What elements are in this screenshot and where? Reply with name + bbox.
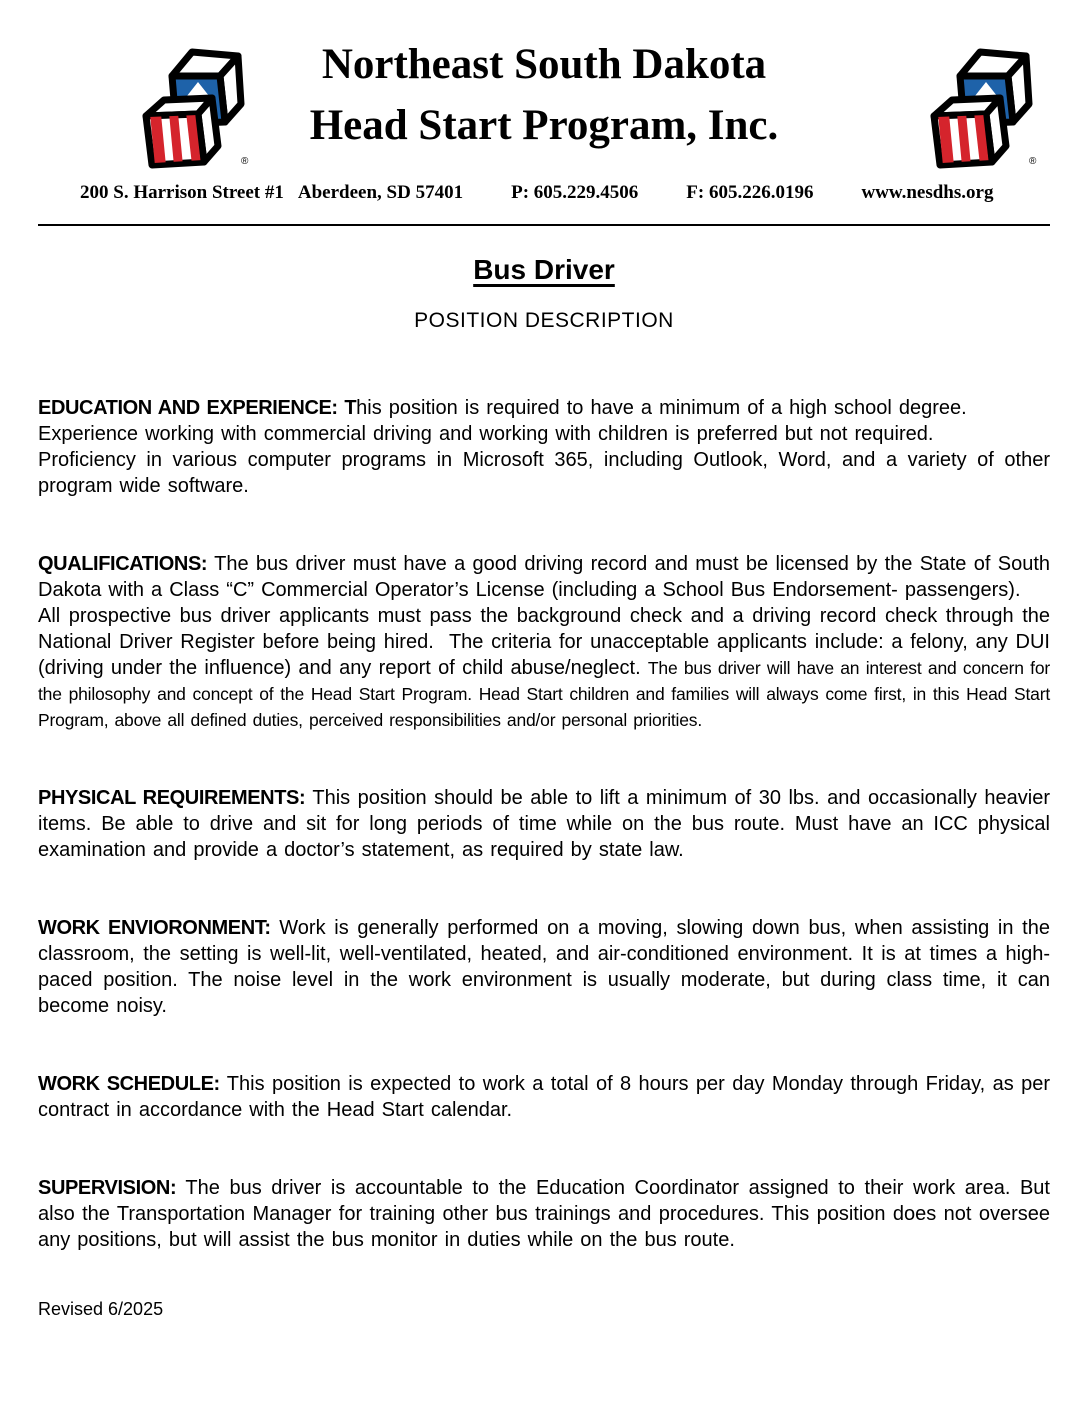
- section-heading: SUPERVISION:: [38, 1177, 177, 1199]
- phone-number: P: 605.229.4506: [511, 182, 639, 203]
- website-url: www.nesdhs.org: [861, 182, 994, 203]
- letterhead: [38, 0, 1050, 226]
- section-heading: EDUCATION AND EXPERIENCE: T: [38, 397, 357, 419]
- page-title: Bus Driver: [473, 254, 615, 285]
- section-heading: QUALIFICATIONS:: [38, 553, 208, 575]
- section-work-schedule: [38, 1071, 1050, 1123]
- head-start-blocks-icon: [138, 44, 250, 176]
- section-qualifications: [38, 551, 1050, 733]
- organization-name-line2: Head Start Program, Inc.: [309, 102, 779, 149]
- street-address: 200 S. Harrison Street #1: [80, 182, 284, 203]
- organization-name-line1: Northeast South Dakota: [321, 41, 767, 88]
- document-body: [38, 395, 1050, 1253]
- page-subtitle: POSITION DESCRIPTION: [414, 309, 674, 332]
- revised-date: Revised 6/2025: [38, 1299, 164, 1319]
- registered-trademark-symbol: ®: [241, 156, 249, 167]
- section-text-run: The bus driver will have an interest and concern for the philosophy and concept of the Head Start Program. Head Start children and families will always come first, in this Head Start Program, above all defined duties, perceived responsibilities and/or personal priorities.: [38, 658, 1050, 730]
- section-heading: WORK SCHEDULE:: [38, 1073, 220, 1095]
- section-supervision: [38, 1175, 1050, 1253]
- header-divider-line: [38, 224, 1050, 226]
- section-heading: PHYSICAL REQUIREMENTS:: [38, 787, 306, 809]
- section-physical-requirements: [38, 785, 1050, 863]
- section-text-run: The bus driver is accountable to the Education Coordinator assigned to their work area. But also the Transportation Manager for training other bus trainings and procedures. This position does not oversee any positions, but will assist the bus monitor in duties while on the bus route.: [38, 1177, 1050, 1251]
- section-education-and-experience: [38, 395, 1050, 499]
- section-text-run: The bus driver must have a good driving record and must be licensed by the State of South Dakota with a Class “C” Commercial Operator’s License (including a School Bus Endorsement- passengers).: [38, 553, 1050, 601]
- registered-trademark-symbol: ®: [1029, 156, 1037, 167]
- section-text-run: Work is generally performed on a moving, slowing down bus, when assisting in the classroom, the setting is well-lit, well-ventilated, heated, and air-conditioned environment. It is at times a high-paced position. The noise level in the work environment is usually moderate, but during class time, it can become noisy.: [38, 917, 1050, 1017]
- fax-number: F: 605.226.0196: [686, 182, 814, 203]
- section-text-run: All prospective bus driver applicants must pass the background check and a driving record check through the National Driver Register before being hired. The criteria for unacceptable applicants include: a felony, any DUI (driving under the influence) and any report of child abuse/neglect.: [38, 605, 1050, 679]
- section-text-run: Proficiency in various computer programs in Microsoft 365, including Outlook, Word, and a variety of other program wide software.: [38, 449, 1050, 497]
- section-work-enviornment: [38, 915, 1050, 1019]
- section-text-run: Experience working with commercial driving and working with children is preferred but not required.: [38, 423, 934, 445]
- section-heading: WORK ENVIORONMENT:: [38, 917, 271, 939]
- head-start-blocks-icon: [926, 44, 1038, 176]
- section-text-run: This position is expected to work a total of 8 hours per day Monday through Friday, as per contract in accordance with the Head Start calendar.: [38, 1073, 1051, 1121]
- city-state-zip: Aberdeen, SD 57401: [297, 182, 464, 203]
- section-text-run: This position should be able to lift a minimum of 30 lbs. and occasionally heavier items. Be able to drive and sit for long periods of time while on the bus route. Must have an ICC physical examination and provide a doctor’s statement, as required by state law.: [38, 787, 1050, 861]
- contact-info-row: [38, 182, 1050, 204]
- section-text-run: his position is required to have a minimum of a high school degree.: [356, 397, 967, 419]
